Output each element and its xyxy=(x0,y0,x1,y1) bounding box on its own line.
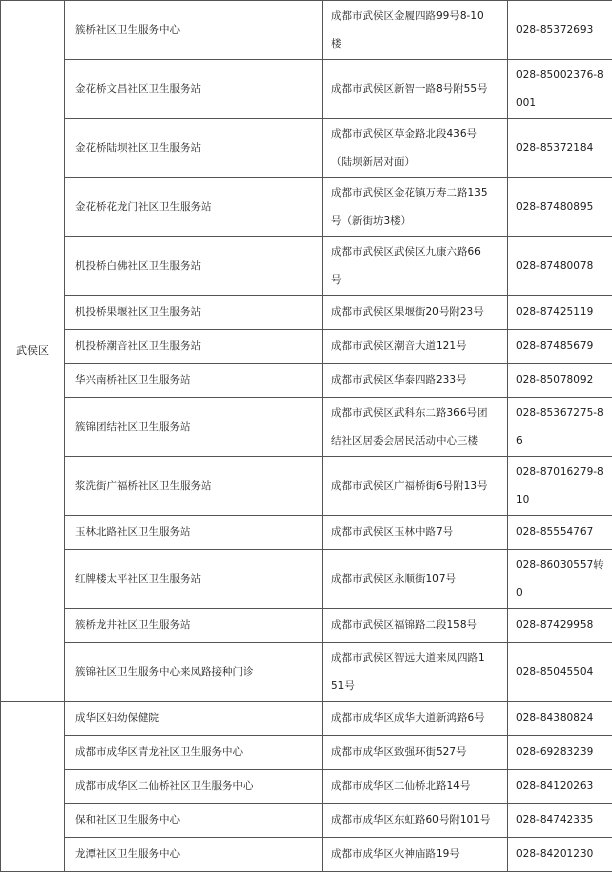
clinic-address: 成都市成华区致强环街527号 xyxy=(323,736,508,770)
clinic-phone: 028-84120263 xyxy=(508,770,612,804)
clinic-phone: 028-87485679 xyxy=(508,330,612,364)
table-row xyxy=(1,330,612,364)
clinic-address: 成都市成华区东虹路60号附101号 xyxy=(323,804,508,838)
clinic-phone: 028-85367275-8 6 xyxy=(508,398,612,457)
clinic-address: 成都市武侯区武侯区九康六路66 号 xyxy=(323,237,508,296)
clinic-name: 金花桥文昌社区卫生服务站 xyxy=(65,60,323,119)
table-row xyxy=(1,702,612,736)
table-row xyxy=(1,770,612,804)
clinic-phone: 028-85078092 xyxy=(508,364,612,398)
clinic-phone: 028-85372693 xyxy=(508,1,612,60)
clinic-address: 成都市武侯区智远大道来凤四路1 51号 xyxy=(323,643,508,702)
district-cell xyxy=(1,702,65,872)
clinic-phone: 028-84201230 xyxy=(508,838,612,872)
clinic-address: 成都市武侯区福锦路二段158号 xyxy=(323,609,508,643)
clinic-address: 成都市成华区成华大道新鸿路6号 xyxy=(323,702,508,736)
clinic-name: 玉林北路社区卫生服务站 xyxy=(65,516,323,550)
clinic-address: 成都市武侯区草金路北段436号 （陆坝新居对面） xyxy=(323,119,508,178)
clinic-name: 保和社区卫生服务中心 xyxy=(65,804,323,838)
clinic-address: 成都市成华区二仙桥北路14号 xyxy=(323,770,508,804)
clinic-address: 成都市武侯区华泰四路233号 xyxy=(323,364,508,398)
table-row xyxy=(1,609,612,643)
clinic-address: 成都市武侯区永顺街107号 xyxy=(323,550,508,609)
clinic-name: 成都市成华区二仙桥社区卫生服务中心 xyxy=(65,770,323,804)
clinic-address: 成都市武侯区金履四路99号8-10 楼 xyxy=(323,1,508,60)
clinic-name: 金花桥陆坝社区卫生服务站 xyxy=(65,119,323,178)
clinic-phone: 028-85372184 xyxy=(508,119,612,178)
table-row xyxy=(1,60,612,119)
clinic-name: 簇桥社区卫生服务中心 xyxy=(65,1,323,60)
clinic-address: 成都市武侯区广福桥街6号附13号 xyxy=(323,457,508,516)
clinic-name: 华兴南桥社区卫生服务站 xyxy=(65,364,323,398)
clinic-name: 浆洗街广福桥社区卫生服务站 xyxy=(65,457,323,516)
clinic-address: 成都市成华区火神庙路19号 xyxy=(323,838,508,872)
table-row xyxy=(1,1,612,60)
table-row xyxy=(1,804,612,838)
clinic-phone: 028-84742335 xyxy=(508,804,612,838)
clinic-phone: 028-87425119 xyxy=(508,296,612,330)
table-row xyxy=(1,119,612,178)
table-row xyxy=(1,398,612,457)
table-row xyxy=(1,736,612,770)
clinic-phone: 028-85554767 xyxy=(508,516,612,550)
clinic-name: 簇锦社区卫生服务中心来凤路接种门诊 xyxy=(65,643,323,702)
clinic-name: 金花桥花龙门社区卫生服务站 xyxy=(65,178,323,237)
clinic-name: 成华区妇幼保健院 xyxy=(65,702,323,736)
clinic-phone: 028-85002376-8 001 xyxy=(508,60,612,119)
clinic-address: 成都市武侯区武科东二路366号团 结社区居委会居民活动中心三楼 xyxy=(323,398,508,457)
table-row xyxy=(1,457,612,516)
clinic-address: 成都市武侯区新智一路8号附55号 xyxy=(323,60,508,119)
clinic-address: 成都市武侯区潮音大道121号 xyxy=(323,330,508,364)
clinic-phone: 028-87429958 xyxy=(508,609,612,643)
clinic-name: 成都市成华区青龙社区卫生服务中心 xyxy=(65,736,323,770)
table-row xyxy=(1,178,612,237)
clinic-name: 簇桥龙井社区卫生服务站 xyxy=(65,609,323,643)
clinic-name: 簇锦团结社区卫生服务站 xyxy=(65,398,323,457)
table-row xyxy=(1,643,612,702)
clinic-address: 成都市武侯区金花镇万寿二路135 号（新街坊3楼） xyxy=(323,178,508,237)
clinic-phone: 028-87480895 xyxy=(508,178,612,237)
clinic-name: 机投桥白佛社区卫生服务站 xyxy=(65,237,323,296)
clinic-name: 红牌楼太平社区卫生服务站 xyxy=(65,550,323,609)
district-cell: 武侯区 xyxy=(1,1,65,702)
table-row xyxy=(1,550,612,609)
clinic-phone: 028-69283239 xyxy=(508,736,612,770)
clinic-name: 龙潭社区卫生服务中心 xyxy=(65,838,323,872)
table-row xyxy=(1,838,612,872)
table-row xyxy=(1,237,612,296)
table-row xyxy=(1,296,612,330)
clinic-phone: 028-84380824 xyxy=(508,702,612,736)
table-row xyxy=(1,516,612,550)
clinic-phone: 028-85045504 xyxy=(508,643,612,702)
clinic-address: 成都市武侯区玉林中路7号 xyxy=(323,516,508,550)
clinic-name: 机投桥果堰社区卫生服务站 xyxy=(65,296,323,330)
clinic-phone: 028-87480078 xyxy=(508,237,612,296)
clinic-name: 机投桥潮音社区卫生服务站 xyxy=(65,330,323,364)
clinic-phone: 028-86030557转 0 xyxy=(508,550,612,609)
clinic-phone: 028-87016279-8 10 xyxy=(508,457,612,516)
clinic-address: 成都市武侯区果堰街20号附23号 xyxy=(323,296,508,330)
table-row xyxy=(1,364,612,398)
